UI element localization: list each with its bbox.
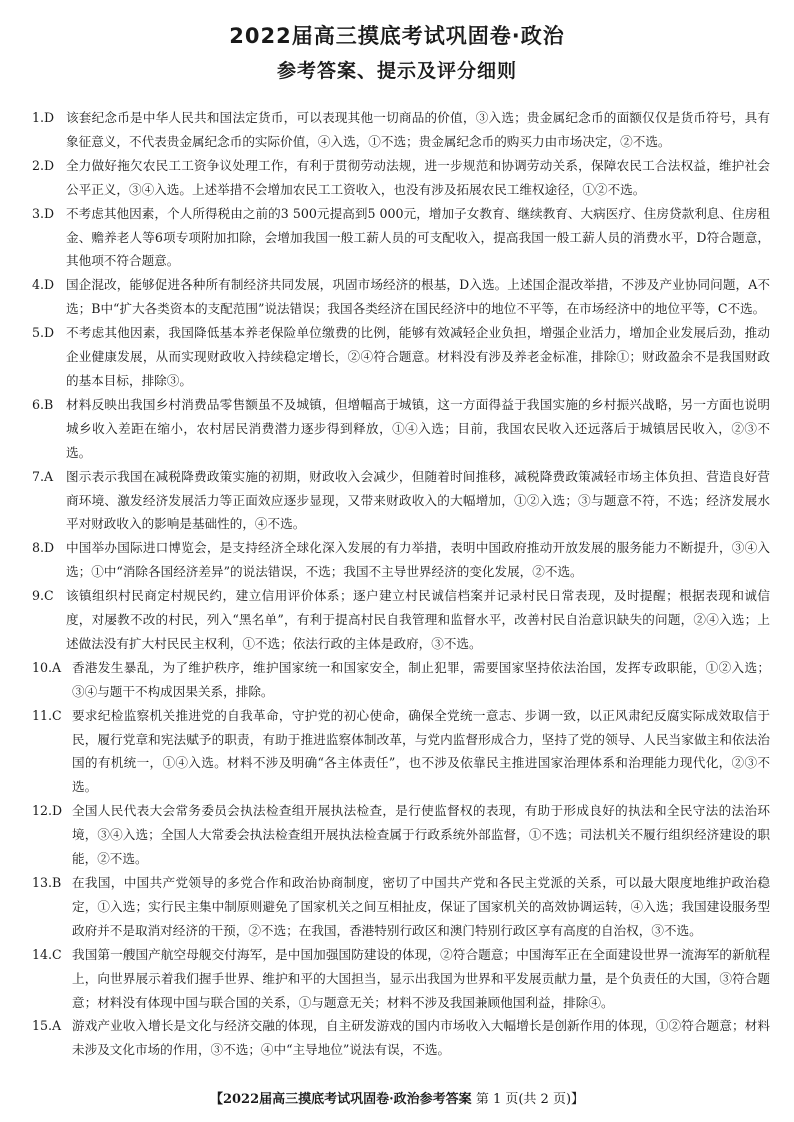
answer-explanation: 该套纪念币是中华人民共和国法定货币，可以表现其他一切商品的价值，③入选；贵金属纪念币的面额仅仅是货币符号，具有象征意义，不代表贵金属纪念币的实际价值，④入选，①不选；贵金属纪念币的购买力由市场决定，②不选。 [66,110,770,149]
answer-number: 14.C [32,946,62,962]
answer-number: 11.C [32,707,62,723]
answer-explanation: 全国人民代表大会常务委员会执法检查组开展执法检查，是行使监督权的表现，有助于形成良好的执法和全民守法的法治环境，③④入选；全国人大常委会执法检查组开展执法检查属于行政系统外部监督，①不选；司法机关不履行组织经济建设的职能，②不选。 [72,803,770,867]
answer-item [32,154,770,202]
answer-number: 10.A [32,659,62,675]
answer-item [32,584,770,656]
answer-explanation: 要求纪检监察机关推进党的自我革命，守护党的初心使命，确保全党统一意志、步调一致，以正风肃纪反腐实际成效取信于民，履行党章和宪法赋予的职责，有助于推进监察体制改革，与党内监督形成合力，坚持了党的领导、人民当家做主和依法治国的有机统一，①④入选。材料不涉及明确“各主体责任”，也不涉及依靠民主推进国家治理体系和治理能力现代化，②③不选。 [72,707,770,795]
answer-item [32,202,770,274]
answer-explanation: 不考虑其他因素，我国降低基本养老保险单位缴费的比例，能够有效减轻企业负担，增强企业活力，增加企业发展后劲，推动企业健康发展，从而实现财政收入持续稳定增长，②④符合题意。材料没有涉及养老金标准，排除①；财政盈余不是我国财政的基本目标，排除③。 [66,325,770,388]
answer-item [32,799,770,871]
answer-explanation: 游戏产业收入增长是文化与经济交融的体现，自主研发游戏的国内市场收入大幅增长是创新作用的体现，①②符合题意；材料未涉及文化市场的作用，③不选；④中“主导地位”说法有误，不选。 [72,1018,770,1058]
answer-number: 5.D [32,325,55,341]
answer-item [32,321,770,393]
answer-explanation: 该镇组织村民商定村规民约，建立信用评价体系；逐户建立村民诚信档案并记录村民日常表现，及时提醒；根据表现和诚信度，对屡教不改的村民，列入“黑名单”，有利于提高村民自我管理和监督水平，改善村民自治意识缺失的问题，②④入选；上述做法没有扩大村民民主权利，①不选；依法行政的主体是政府，③不选。 [66,588,770,651]
answer-item [32,1014,770,1062]
answer-number: 12.D [32,803,63,819]
answer-explanation: 不考虑其他因素，个人所得税由之前的3 500元提高到5 000元，增加子女教育、继续教育、大病医疗、住房贷款利息、住房租金、赡养老人等6项专项附加扣除，会增加我国一般工薪人员的可支配收入，提高我国一般工薪人员的消费水平，D符合题意，其他项不符合题意。 [66,205,770,269]
answer-explanation: 全力做好拖欠农民工工资争议处理工作，有利于贯彻劳动法规，进一步规范和协调劳动关系，保障农民工合法权益，维护社会公平正义，③④入选。上述举措不会增加农民工工资收入，也没有涉及拓展农民工维权途径，①②不选。 [66,157,770,197]
answer-number: 2.D [32,157,55,173]
answer-list [32,106,770,1062]
answer-number: 15.A [32,1018,62,1034]
answer-item [32,273,770,321]
answer-number: 7.A [32,468,54,484]
answer-item [32,106,770,154]
answer-item [32,656,770,704]
answer-explanation: 图示表示我国在减税降费政策实施的初期，财政收入会减少，但随着时间推移，减税降费政策减轻市场主体负担、营造良好营商环境、激发经济发展活力等正面效应逐步显现，又带来财政收入的大幅增加，①②入选；③与题意不符，不选；经济发展水平对财政收入的影响是基础性的，④不选。 [66,468,770,532]
page-footer [0,1088,794,1107]
answer-number: 1.D [32,110,55,125]
answer-item [32,393,770,465]
answer-item [32,943,770,1015]
document-subtitle: 参考答案、提示及评分细则 [276,60,517,82]
answer-number: 9.C [32,588,54,604]
footer-page-number: 第 1 页(共 2 页)】 [475,1092,585,1107]
answer-explanation: 材料反映出我国乡村消费品零售额虽不及城镇，但增幅高于城镇，这一方面得益于我国实施的乡村振兴战略，另一方面也说明城乡收入差距在缩小，农村居民消费潜力逐步得到释放，①④入选；目前，我国农民收入还远落后于城镇居民收入，②③不选。 [66,396,770,460]
answer-explanation: 中国举办国际进口博览会，是支持经济全球化深入发展的有力举措，表明中国政府推动开放发展的服务能力不断提升，③④入选；①中“消除各国经济差异”的说法错误，不选；我国不主导世界经济的变化发展，②不选。 [66,540,770,580]
answer-item [32,536,770,584]
answer-number: 8.D [32,540,55,556]
answer-item [32,704,770,800]
answer-number: 13.B [32,875,62,890]
answer-number: 4.D [32,277,55,293]
answer-explanation: 国企混改，能够促进各种所有制经济共同发展，巩固市场经济的根基，D入选。上述国企混改举措，不涉及产业协同问题，A不选；B中“扩大各类资本的支配范围”说法错误；我国各类经济在国民经济中的地位不平等，在市场经济中的地位平等，C不选。 [66,277,770,317]
answer-explanation: 香港发生暴乱，为了维护秩序，维护国家统一和国家安全，制止犯罪，需要国家坚持依法治国，发挥专政职能，①②入选；③④与题干不构成因果关系，排除。 [72,659,770,699]
answer-item [32,871,770,943]
footer-document-name: 【2022届高三摸底考试巩固卷·政治参考答案 [209,1092,472,1107]
answer-explanation: 我国第一艘国产航空母舰交付海军，是中国加强国防建设的体现，②符合题意；中国海军正在全面建设世界一流海军的新航程上，向世界展示着我们握手世界、维护和平的大国担当，显示出我国为世界和平发展贡献力量，是个负责任的大国，③符合题意；材料没有体现中国与联合国的关系，①与题意无关；材料不涉及我国兼顾他国利益，排除④。 [72,946,770,1010]
answer-item [32,465,770,537]
answer-explanation: 在我国，中国共产党领导的多党合作和政治协商制度，密切了中国共产党和各民主党派的关系，可以最大限度地维护政治稳定，①入选；实行民主集中制原则避免了国家机关之间互相扯皮，保证了国家机关的高效协调运转，④入选；我国建设服务型政府并不是取消对经济的干预，②不选；在我国，香港特别行政区和澳门特别行政区享有高度的自治权，③不选。 [72,875,770,938]
answer-number: 6.B [32,396,54,412]
document-title: 2022届高三摸底考试巩固卷·政治 [229,24,565,48]
answer-number: 3.D [32,205,55,221]
